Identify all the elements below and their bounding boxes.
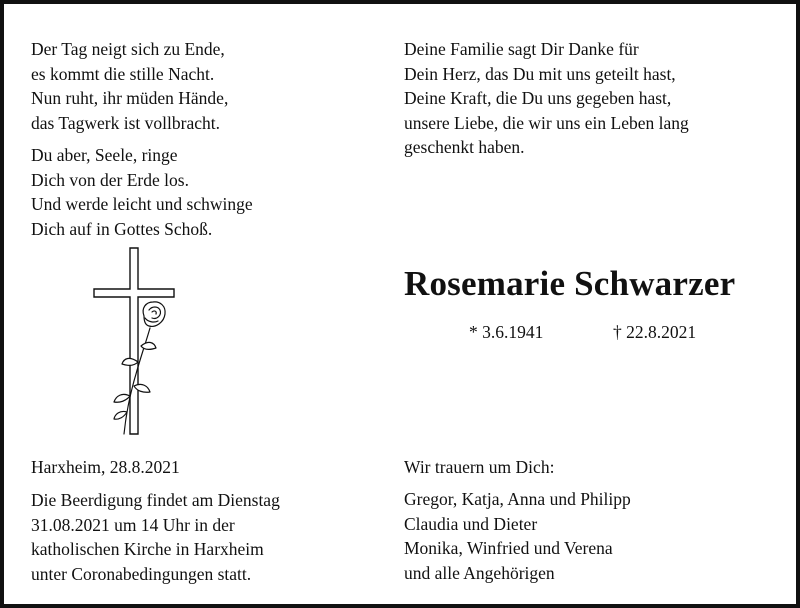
- mourner-line: Monika, Winfried und Verena: [404, 538, 613, 558]
- death-date: † 22.8.2021: [613, 322, 697, 342]
- thanks-line: Deine Kraft, die Du uns gegeben hast,: [404, 88, 672, 108]
- poem-line: Und werde leicht und schwinge: [31, 194, 253, 214]
- poem-stanza-2: [31, 143, 253, 241]
- funeral-line: 31.08.2021 um 14 Uhr in der: [31, 514, 235, 535]
- poem-line: Du aber, Seele, ringe: [31, 145, 178, 165]
- thanks-line: Deine Familie sagt Dir Danke für: [404, 39, 639, 59]
- birth-date: * 3.6.1941: [469, 322, 544, 342]
- funeral-line: unter Coronabedingungen statt.: [31, 563, 252, 584]
- funeral-line: Die Beerdigung findet am Dienstag: [31, 490, 280, 510]
- poem-line: Der Tag neigt sich zu Ende,: [31, 39, 225, 59]
- poem-line: Nun ruht, ihr müden Hände,: [31, 88, 229, 108]
- thanks-line: unsere Liebe, die wir uns ein Leben lang: [404, 112, 689, 133]
- place-and-date: Harxheim, 28.8.2021: [31, 457, 180, 477]
- mourners-intro: Wir trauern um Dich:: [404, 457, 555, 477]
- mourner-line: Gregor, Katja, Anna und Philipp: [404, 489, 631, 509]
- thanks-line: Dein Herz, das Du mit uns geteilt hast,: [404, 63, 676, 84]
- mourner-line: Claudia und Dieter: [404, 513, 538, 534]
- poem-line: Dich auf in Gottes Schoß.: [31, 218, 213, 239]
- family-thanks: [404, 37, 689, 160]
- poem-line: Dich von der Erde los.: [31, 169, 189, 190]
- poem-line: es kommt die stille Nacht.: [31, 63, 215, 84]
- poem-stanza-1: [31, 37, 228, 135]
- funeral-info: [31, 488, 280, 586]
- thanks-line: geschenkt haben.: [404, 137, 525, 157]
- mourners-list: [404, 487, 631, 585]
- poem-line: das Tagwerk ist vollbracht.: [31, 112, 220, 133]
- funeral-line: katholischen Kirche in Harxheim: [31, 539, 264, 559]
- deceased-name: Rosemarie Schwarzer: [404, 264, 736, 303]
- cross-with-rose-icon: [86, 244, 186, 439]
- mourner-line: und alle Angehörigen: [404, 562, 555, 583]
